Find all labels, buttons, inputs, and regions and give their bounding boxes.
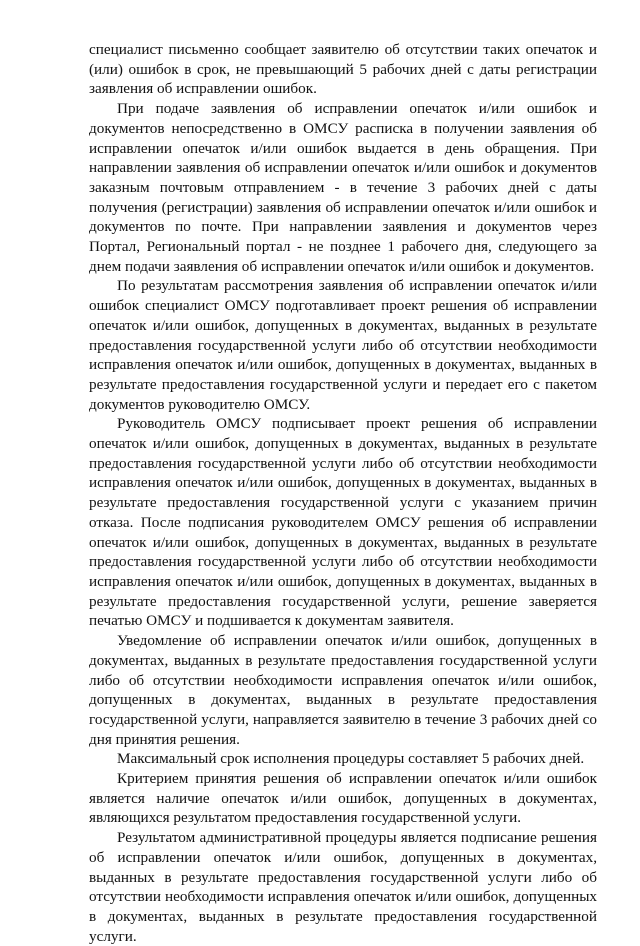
- paragraph-review-results: По результатам рассмотрения заявления об исправлении опечаток и/или ошибок специалист ОМСУ подготавливает проект решения об исправлении опечаток и/или ошибок, допущенных в документах, выданных в результате предоставления государственной услуги либо об отсутствии необходимости исправления опечаток и/или ошибок, допущенных в документах, выданных в результате предоставления государственной услуги и передает его с пакетом документов руководителю ОМСУ.: [89, 277, 597, 413]
- paragraph-notification: Уведомление об исправлении опечаток и/или ошибок, допущенных в документах, выданных в результате предоставления государственной услуги либо об отсутствии необходимости исправления опечаток и/или ошибок, допущенных в документах, выданных в результате предоставления государственной услуги, направляется заявителю в течение 3 рабочих дней со дня принятия решения.: [89, 632, 597, 748]
- paragraph-max-duration: Максимальный срок исполнения процедуры составляет 5 рабочих дней.: [117, 750, 585, 768]
- paragraph-continuation: специалист письменно сообщает заявителю об отсутствии таких опечаток и (или) ошибок в срок, не превышающий 5 рабочих дней с даты регистрации заявления об исправлении ошибок.: [89, 41, 597, 98]
- paragraph-application-receipt: При подаче заявления об исправлении опечаток и/или ошибок и документов непосредственно в ОМСУ расписка в получении заявления об исправлении опечаток и/или ошибок выдается в день обращения. При направлении заявления об исправлении опечаток и/или ошибок и документов заказным почтовым отправлением - в течение 3 рабочих дней с даты получения (регистрации) заявления об исправлении опечаток и/или ошибок и документов по почте. При направлении заявления и документов через Портал, Региональный портал - не позднее 1 рабочего дня, следующего за днем подачи заявления об исправлении опечаток и/или ошибок и документов.: [89, 100, 597, 275]
- paragraph-procedure-result: Результатом административной процедуры является подписание решения об исправлении опечаток и/или ошибок, допущенных в документах, выданных в результате предоставления государственной услуги либо об отсутствии необходимости исправления опечаток и/или ошибок, допущенных в документах, выданных в результате предоставления государственной услуги.: [89, 829, 597, 945]
- paragraph-decision-criterion: Критерием принятия решения об исправлении опечаток и/или ошибок является наличие опечаток и/или ошибок, допущенных в документах, являющихся результатом предоставления государственной услуги.: [89, 770, 597, 827]
- document-page: [89, 40, 597, 946]
- paragraph-head-signs: Руководитель ОМСУ подписывает проект решения об исправлении опечаток и/или ошибок, допущенных в документах, выданных в результате предоставления государственной услуги либо об отсутствии необходимости исправления опечаток и/или ошибок, допущенных в документах, выданных в результате предоставления государственной услуги с указанием причин отказа. После подписания руководителем ОМСУ решения об исправлении опечаток и/или ошибок, допущенных в документах, выданных в результате предоставления государственной услуги либо об отсутствии необходимости исправления опечаток и/или ошибок, допущенных в документах, выданных в результате предоставления государственной услуги, решение заверяется печатью ОМСУ и подшивается к документам заявителя.: [89, 415, 597, 630]
